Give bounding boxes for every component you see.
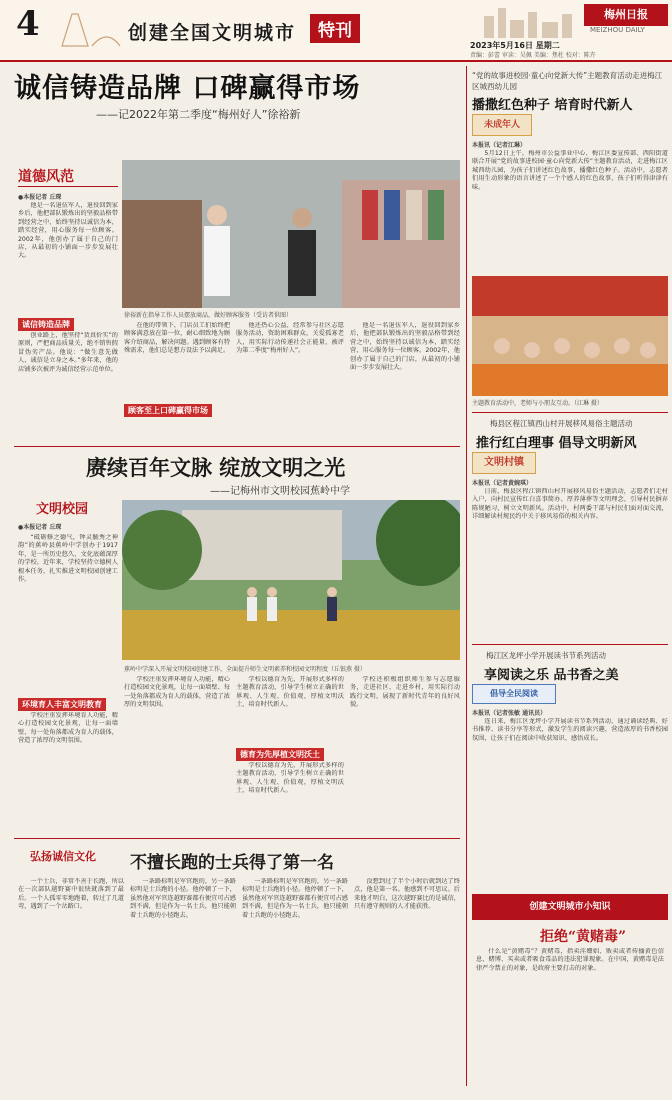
main-photo: [122, 160, 460, 308]
right-item1-body: 5月12日上午，梅州市公益事业中心、梅江区委宣传部、西阳街道联合开展“党的故事进校园·童心向党新大传”主题教育活动，走进梅江区城西幼儿园，为孩子们讲述红色故事，播撒红色种子。活动中，志愿者们用生动形象的语言讲述了一个个感人的红色故事，孩子们听得津津有味。: [472, 150, 668, 191]
right-item2-byline: 本报讯（记者黄婉琪）: [472, 480, 533, 487]
right-item3-body: 连日来，梅江区龙坪小学开展读书节系列活动，通过诵读经典、好书推荐、读书分享等形式，激发学生的阅读兴趣，营造浓厚的书香校园氛围，让孩子们在阅读中收获知识、感悟成长。: [472, 718, 668, 742]
main-body-col1b: 创业路上，他坚持“货真价实”的原则，严把商品质量关，绝不销售假冒伪劣产品。他说：“做生意先做人，诚信是立身之本。”多年来，他的店铺多次被评为诚信经营示范单位。: [18, 332, 118, 373]
newspaper-logo: 梅州日报: [584, 4, 668, 26]
school-body-col4: 学校还积极组织师生参与志愿服务，走进社区、走进乡村，用实际行动践行文明，展现了新时代青年的良好风貌。: [350, 676, 460, 709]
divider: [18, 186, 118, 187]
school-body-col1: “砥砺修之德气，钟灵毓秀之神韵”的蕉岭县蕉岭中学创办于1917年，是一所历史悠久、文化底蕴深厚的学校。近年来，学校坚持立德树人根本任务，扎实推进文明校园创建工作。: [18, 534, 118, 584]
right-item1-caption: 主题教育活动中，老师与小朋友互动。（江琳 摄）: [472, 400, 603, 407]
main-body-col4: 他是一名退伍军人，退役回到家乡后，他把部队锻炼出的坚毅品格带到经营之中，始终坚持以诚信为本，踏实经营，用心服务每一位顾客。2002年，他创办了属于自己的门店，从最初的小铺面一步步发展壮大。: [350, 322, 460, 372]
right-item4-title: 拒绝“黄赌毒”: [540, 929, 627, 945]
school-photo: [122, 500, 460, 660]
right-item1-column: 未成年人: [472, 114, 532, 136]
main-body-col3: 他还热心公益，经常参与社区志愿服务活动，资助困难群众，关爱孤寡老人，用实际行动传递社会正能量，被评为第二季度“梅州好人”。: [236, 322, 344, 355]
school-body-col3b: 学校以德育为先，开展形式多样的主题教育活动，引导学生树立正确的世界观、人生观、价值观，厚植文明沃土，培育时代新人。: [236, 762, 344, 795]
right-item2-column: 文明村镇: [472, 452, 536, 474]
skyline-icon: [480, 2, 580, 38]
right-item4-body: 什么是“黄赌毒”？黄赌毒，指卖淫嫖娼、贩卖或者传播黄色信息、赌博、买卖或者吸食毒品的违法犯罪现象。在中国，黄赌毒是法律严令禁止的对象，是政府主要打击的对象。: [476, 948, 664, 972]
page-number: 4: [16, 4, 40, 44]
school-headline: 赓续百年文脉 绽放文明之光: [86, 455, 346, 480]
right-item1-title: 播撒红色种子 培育时代新人: [472, 98, 633, 113]
right-item2-body: 日前，梅县区程江镇西山村开展移风易俗主题活动，志愿者们走村入户，向村民宣传红白喜事简办、厚养薄葬等文明理念，引导村民摒弃陈规陋习，树立文明新风。活动中，村两委干部与村民们面对面交流，详细解读村规民约中关于移风易俗的相关内容。: [472, 488, 668, 521]
main-section2: 顾客至上口碑赢得市场: [124, 404, 212, 417]
right-item1-kicker: “党的故事进校园·童心向党新大传”主题教育活动走进梅江区城西幼儿园: [472, 71, 663, 91]
school-body-col3: 学校以德育为先，开展形式多样的主题教育活动，引导学生树立正确的世界观、人生观、价值观，厚植文明沃土，培育时代新人。: [236, 676, 344, 709]
editors-line: 责编：彭蕾 审读：吴佩 美编：焦杜 校对：陈卉: [470, 52, 596, 59]
right-item4-column: 创建文明城市小知识: [472, 894, 668, 920]
main-section1: 诚信铸造品牌: [18, 318, 74, 331]
main-column-label: 道德风范: [18, 169, 74, 185]
divider: [472, 644, 668, 645]
special-tag: 特刊: [310, 14, 360, 43]
school-column-label: 文明校园: [36, 502, 89, 517]
right-item2-title: 推行红白理事 倡导文明新风: [476, 436, 637, 451]
bottom-body-col1: 一个士兵，非常不善于长跑，所以在一次部队越野赛中很快就落到了最后。一个人孤零零地跑着，转过了几道弯，遇到了一个岔路口。: [18, 878, 124, 911]
divider: [472, 412, 668, 413]
bottom-body-col2: 一条路标明是军官跑的，另一条路标明是士兵跑的小径。他停顿了一下，虽然他对军官连越野赛都有便宜可占感到不满，但是作为一名士兵，他只能朝着士兵跑的小径跑去。: [130, 878, 236, 919]
main-byline: ●本报记者 丘琛: [18, 194, 62, 201]
right-item3-title: 享阅读之乐 品书香之美: [484, 668, 619, 683]
main-body-col1: 他是一名退伍军人，退役回到家乡后，他把部队锻炼出的坚毅品格带到经营之中，始终坚持以诚信为本，踏实经营，用心服务每一位顾客。2002年，他创办了属于自己的门店，从最初的小铺面一步步发展壮大。: [18, 202, 118, 260]
bottom-body-col4: 没想到过了半个小时后就到达了终点，他是第一名。他感到不可思议。后来他才明白，这次越野赛比的是诚信，只有遵守规则的人才能获胜。: [354, 878, 460, 911]
right-item3-column: 倡导全民阅读: [472, 684, 556, 704]
right-item2-kicker: 梅县区程江镇西山村开展移风易俗主题活动: [490, 419, 633, 428]
main-photo-caption: 徐裕新在指导工作人员摆放商品，做好顾客服务（受访者供图）: [124, 312, 293, 319]
divider: [14, 446, 460, 447]
school-photo-caption: 蕉岭中学深入开展文明校园创建工作，全面提升师生文明素养和校园文明程度（丘银燕 摄）: [124, 666, 366, 673]
divider: [14, 838, 460, 839]
school-byline: ●本报记者 丘琛: [18, 524, 62, 531]
school-body-col2: 学校注重发挥环境育人功能，精心打造校园文化景观，让每一面墙壁、每一处角落都成为育人的载体，营造了浓厚的文明氛围。: [124, 676, 230, 709]
lighthouse-icon: [52, 8, 122, 48]
main-headline: 诚信铸造品牌 口碑赢得市场: [14, 73, 361, 104]
column-divider: [466, 66, 467, 1086]
school-body-col1b: 学校注重发挥环境育人功能，精心打造校园文化景观，让每一面墙壁、每一处角落都成为育人的载体，营造了浓厚的文明氛围。: [18, 712, 118, 745]
bottom-column-label: 弘扬诚信文化: [30, 850, 96, 863]
right-item1-byline: 本报讯（记者江琳）: [472, 142, 527, 149]
school-subhead: ——记梅州市文明校园蕉岭中学: [210, 486, 350, 497]
issue-date: 2023年5月16日 星期二: [470, 41, 560, 50]
main-body-col2: 在他的带领下，门店员工们始终把顾客满意放在第一位，耐心细致地为顾客介绍商品，解决问题。遇到顾客有特殊需求，他们总是想方设法予以满足。: [124, 322, 230, 355]
school-section1: 环境育人丰富文明教育: [18, 698, 106, 711]
right-item3-byline: 本报讯（记者张敏 通讯员）: [472, 710, 547, 717]
main-subhead: ——记2022年第二季度“梅州好人”徐裕新: [96, 108, 301, 121]
page-title: 创建全国文明城市: [128, 22, 297, 44]
bottom-headline: 不擅长跑的士兵得了第一名: [130, 853, 334, 873]
newspaper-logo-sub: MEIZHOU DAILY: [590, 26, 645, 34]
bottom-body-col3: 一条路标明是军官跑的，另一条路标明是士兵跑的小径。他停顿了一下，虽然他对军官连越野赛都有便宜可占感到不满，但是作为一名士兵，他只能朝着士兵跑的小径跑去。: [242, 878, 348, 919]
right-item1-photo: [472, 276, 668, 396]
right-item3-kicker: 梅江区龙坪小学开展读书节系列活动: [486, 651, 606, 660]
school-section2: 德育为先厚植文明沃土: [236, 748, 324, 761]
